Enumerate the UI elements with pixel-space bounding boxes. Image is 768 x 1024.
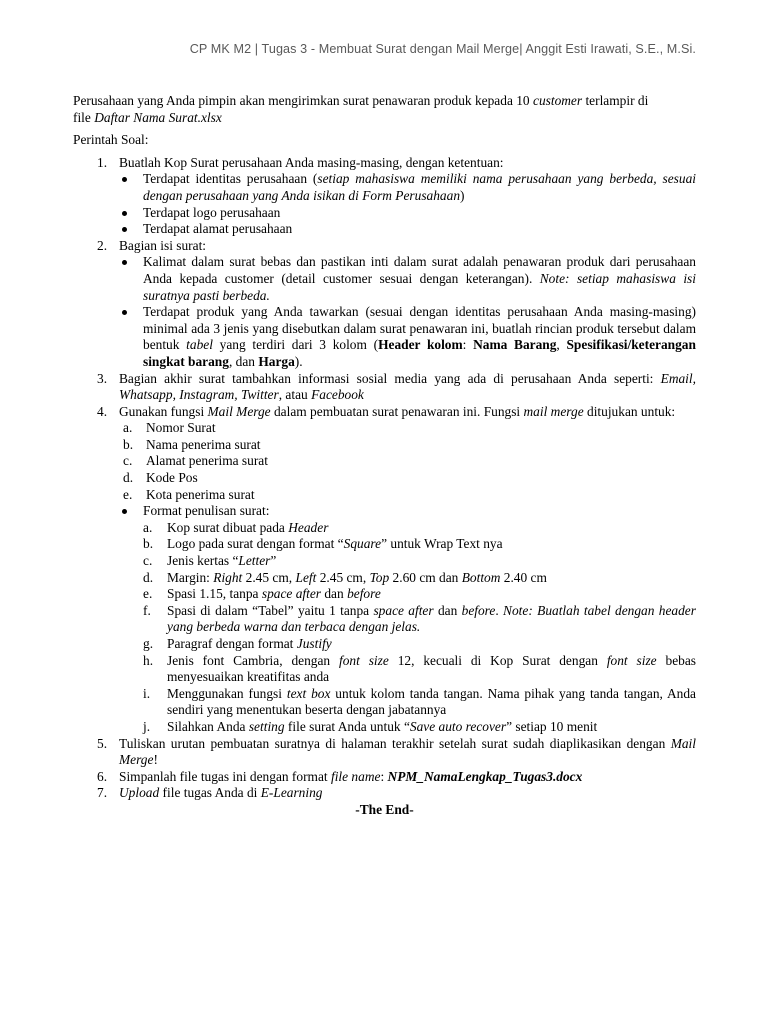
list-item-4: 4. Gunakan fungsi Mail Merge dalam pembuatan surat penawaran ini. Fungsi mail merge ditujukan untuk: a. Nomor Surat b. Nama penerima surat c. Alamat penerima surat d. Kode Pos e. Kota penerima surat Format penulisan surat: a. Kop surat dibuat pada Header b. Logo pada surat dengan format “Square” untuk Wrap Text nya c. Jenis kertas “Letter” d. Margin: Right 2.45 cm, Left 2.45 cm, Top 2.60 cm dan Bottom 2.40 cm e. Spasi 1.15, tanpa space after dan before f. Spasi di dalam “Tabel” yaitu 1 tanpa space after dan before. Note: Buatlah tabel dengan header yang berbeda warna dan terbaca dengan jelas. g. Paragraf dengan format Justify h. Jenis font Cambria, dengan font size 12, kecuali di Kop Surat dengan font size bebas menyesuaikan kreatifitas anda i. Menggunakan fungsi text box untuk kolom tanda tangan. Nama pihak yang tanda tangan, Anda sendiri yang menentukan beserta dengan jabatannya j. Silahkan Anda setting file surat Anda untuk “Save auto recover” setiap 10 menit <box>97 403 697 734</box>
bullet-item: Format penulisan surat: <box>119 503 696 520</box>
list-item: f. Spasi di dalam “Tabel” yaitu 1 tanpa space after dan before. Note: Buatlah tabel dengan header yang berbeda warna dan terbaca dengan jelas. <box>143 602 696 635</box>
page-header: CP MK M2 | Tugas 3 - Membuat Surat dengan Mail Merge| Anggit Esti Irawati, S.E., M.Si. <box>189 42 696 56</box>
list-item: c. Jenis kertas “Letter” <box>143 553 277 569</box>
list-item: b. Nama penerima surat <box>123 436 261 452</box>
bullet-list-2 <box>119 254 696 370</box>
bullet-icon <box>122 310 127 315</box>
format-list <box>119 520 696 736</box>
list-item: d. Margin: Right 2.45 cm, Left 2.45 cm, Top 2.60 cm dan Bottom 2.40 cm <box>143 569 547 585</box>
bullet-icon <box>122 260 127 265</box>
bullet-item: Kalimat dalam surat bebas dan pastikan inti dalam surat adalah penawaran produk dari perusahaan Anda kepada customer (detail customer sesuai dengan keterangan). Note: setiap mahasiswa isi suratnya pasti berbeda. <box>119 254 696 304</box>
bullet-item: Terdapat alamat perusahaan <box>119 221 696 238</box>
instructions-list <box>73 155 696 802</box>
list-item: g. Paragraf dengan format Justify <box>143 636 332 651</box>
list-item-5: 5. Tuliskan urutan pembuatan suratnya di halaman terakhir setelah surat sudah diaplikasikan dengan Mail Merge! <box>97 735 696 768</box>
list-item-6: 6. Simpanlah file tugas ini dengan format file name: NPM_NamaLengkap_Tugas3.docx <box>97 768 583 784</box>
format-bullet-list <box>119 503 696 520</box>
mail-merge-fields-list <box>119 420 696 503</box>
bullet-list-1 <box>119 171 696 237</box>
list-item-3: 3. Bagian akhir surat tambahkan informasi sosial media yang ada di perusahaan Anda seperti: Email, Whatsapp, Instagram, Twitter, atau Facebook <box>97 370 696 403</box>
instructions-label: Perintah Soal: <box>73 132 149 148</box>
list-item: e. Kota penerima surat <box>123 486 255 502</box>
bullet-item: Terdapat logo perusahaan <box>119 205 696 222</box>
end-marker: -The End- <box>355 801 414 817</box>
list-item-7: 7. Upload file tugas Anda di E-Learning <box>97 785 323 801</box>
list-item: i. Menggunakan fungsi text box untuk kolom tanda tangan. Nama pihak yang tanda tangan, Anda sendiri yang menentukan beserta dengan jabatannya <box>143 685 697 718</box>
list-item: b. Logo pada surat dengan format “Square” untuk Wrap Text nya <box>143 536 503 552</box>
bullet-icon <box>122 509 127 514</box>
intro-paragraph: Perusahaan yang Anda pimpin akan mengirimkan surat penawaran produk kepada 10 customer terlampir di <box>73 93 649 108</box>
list-item: a. Kop surat dibuat pada Header <box>143 519 329 535</box>
list-item: a. Nomor Surat <box>123 420 216 436</box>
intro-paragraph-line2: file Daftar Nama Surat.xlsx <box>73 109 222 125</box>
bullet-item: Terdapat identitas perusahaan (setiap mahasiswa memiliki nama perusahaan yang berbeda, sesuai dengan perusahaan yang Anda isikan di Form Perusahaan) <box>119 171 696 204</box>
list-item-1: 1. Buatlah Kop Surat perusahaan Anda masing-masing, dengan ketentuan: Terdapat identitas perusahaan (setiap mahasiswa memiliki nama perusahaan yang berbeda, sesuai dengan perusahaan yang Anda isikan di Form Perusahaan) Terdapat logo perusahaan Terdapat alamat perusahaan <box>97 154 696 237</box>
bullet-item: Terdapat produk yang Anda tawarkan (sesuai dengan identitas perusahaan Anda masing-masing) minimal ada 3 jenis yang disebutkan dalam surat penawaran ini, buatlah rincian produk tersebut dalam bentuk tabel yang terdiri dari 3 kolom (Header kolom: Nama Barang, Spesifikasi/keterangan singkat barang, dan Harga). <box>119 304 696 370</box>
list-item: h. Jenis font Cambria, dengan font size 12, kecuali di Kop Surat dengan font size bebas menyesuaikan kreatifitas anda <box>143 652 696 685</box>
list-item: c. Alamat penerima surat <box>123 453 268 469</box>
bullet-icon <box>122 211 127 216</box>
document-body <box>73 93 696 819</box>
list-item: j. Silahkan Anda setting file surat Anda untuk “Save auto recover” setiap 10 menit <box>143 718 598 734</box>
bullet-icon <box>122 227 127 232</box>
list-item: e. Spasi 1.15, tanpa space after dan before <box>143 586 381 602</box>
list-item-2: 2. Bagian isi surat: Kalimat dalam surat bebas dan pastikan inti dalam surat adalah penawaran produk dari perusahaan Anda kepada customer (detail customer sesuai dengan keterangan). Note: setiap mahasiswa isi suratnya pasti berbeda. Terdapat produk yang Anda tawarkan (sesuai dengan identitas perusahaan Anda masing-masing) minimal ada 3 jenis yang disebutkan dalam surat penawaran ini, buatlah rincian produk tersebut dalam bentuk tabel yang terdiri dari 3 kolom (Header kolom: Nama Barang, Spesifikasi/keterangan singkat barang, dan Harga). <box>97 237 696 369</box>
bullet-icon <box>122 177 127 182</box>
list-item: d. Kode Pos <box>123 470 198 486</box>
